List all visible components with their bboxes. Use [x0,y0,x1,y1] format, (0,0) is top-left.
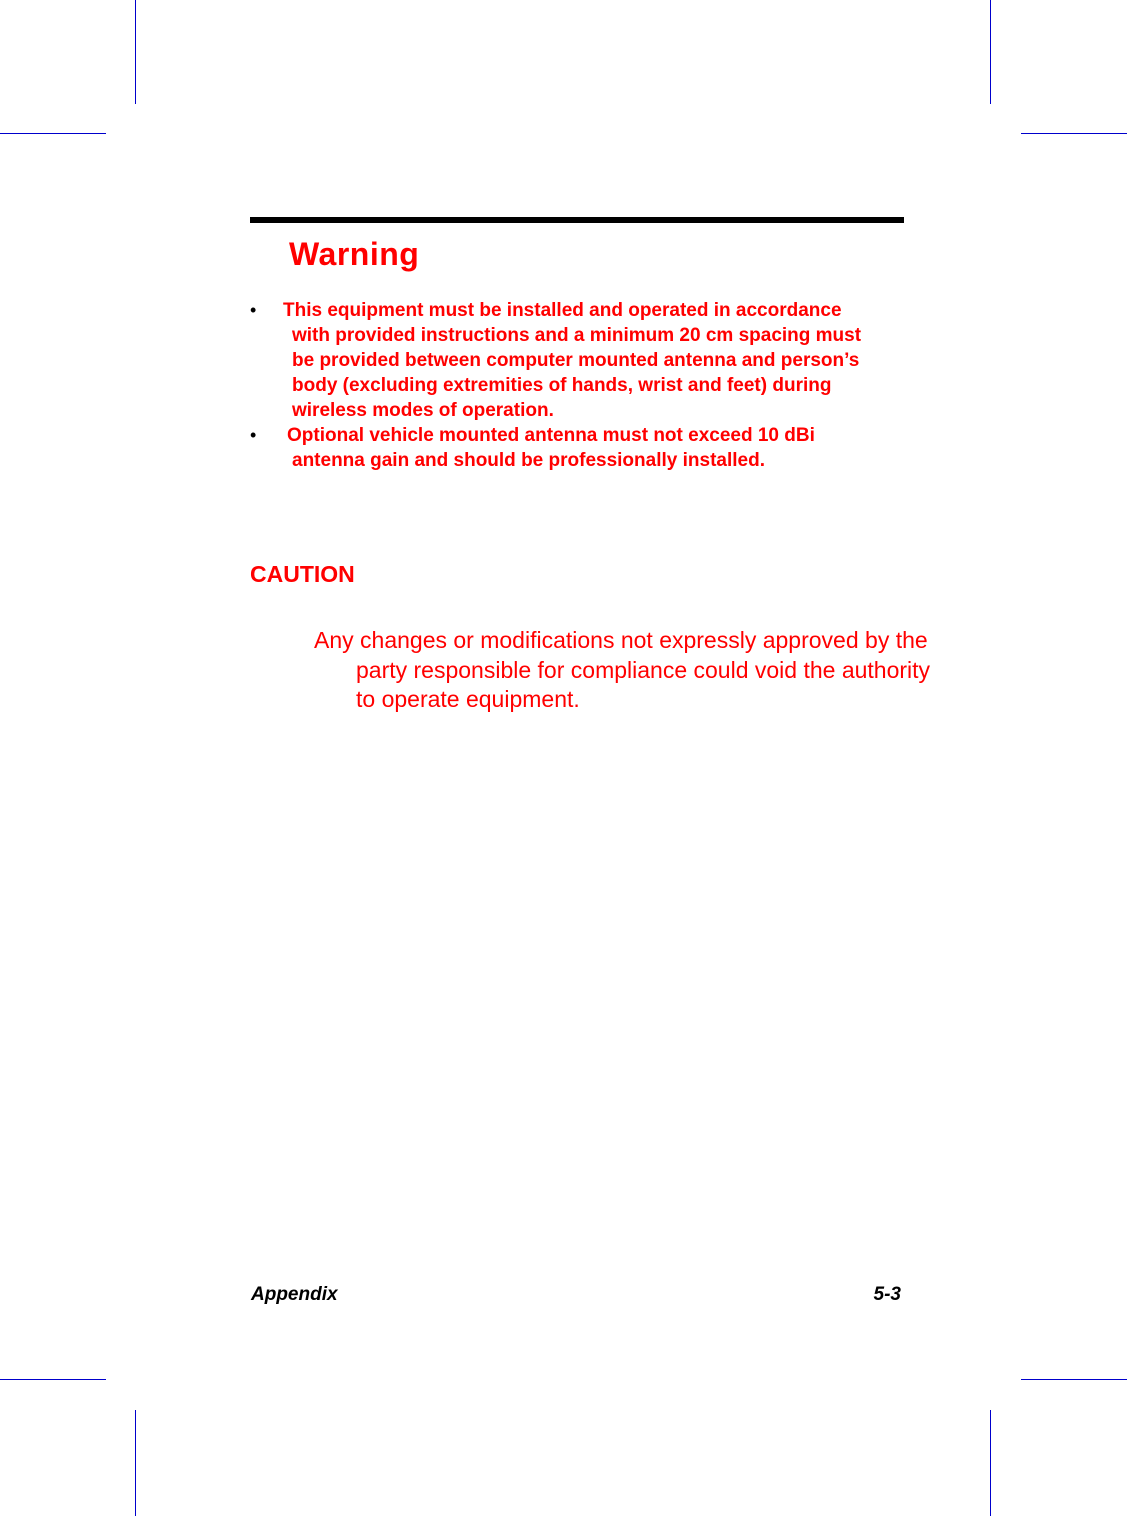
bullet-icon: • [250,425,257,445]
crop-mark-top-left-horizontal [0,133,106,134]
footer-page-number: 5-3 [873,1284,901,1305]
warning-list [250,298,870,473]
crop-mark-top-right-horizontal [1021,133,1127,134]
section-rule [250,217,904,223]
caution-title: CAUTION [250,561,355,587]
crop-mark-top-left-vertical [135,0,136,104]
crop-mark-bottom-left-horizontal [0,1379,106,1380]
bullet-icon: • [250,300,257,320]
crop-mark-bottom-right-horizontal [1021,1379,1127,1380]
footer-section-name: Appendix [251,1284,338,1305]
warning-item-text: This equipment must be installed and operated in accordance with provided instructions and a minimum 20 cm spacing must be provided between computer mounted antenna and person’s body (excluding extremities of hands, wrist and feet) during wireless modes of operation. [283,300,862,421]
warning-item-text: Optional vehicle mounted antenna must not exceed 10 dBi antenna gain and should be professionally installed. [287,425,815,471]
warning-list-item [250,298,870,423]
warning-title: Warning [289,236,420,272]
crop-mark-bottom-left-vertical [135,1410,136,1516]
crop-mark-bottom-right-vertical [990,1410,991,1516]
warning-list-item [250,423,870,473]
caution-body: Any changes or modifications not expressly approved by the party responsible for compliance could void the authority to operate equipment. [314,627,931,712]
crop-mark-top-right-vertical [990,0,991,104]
